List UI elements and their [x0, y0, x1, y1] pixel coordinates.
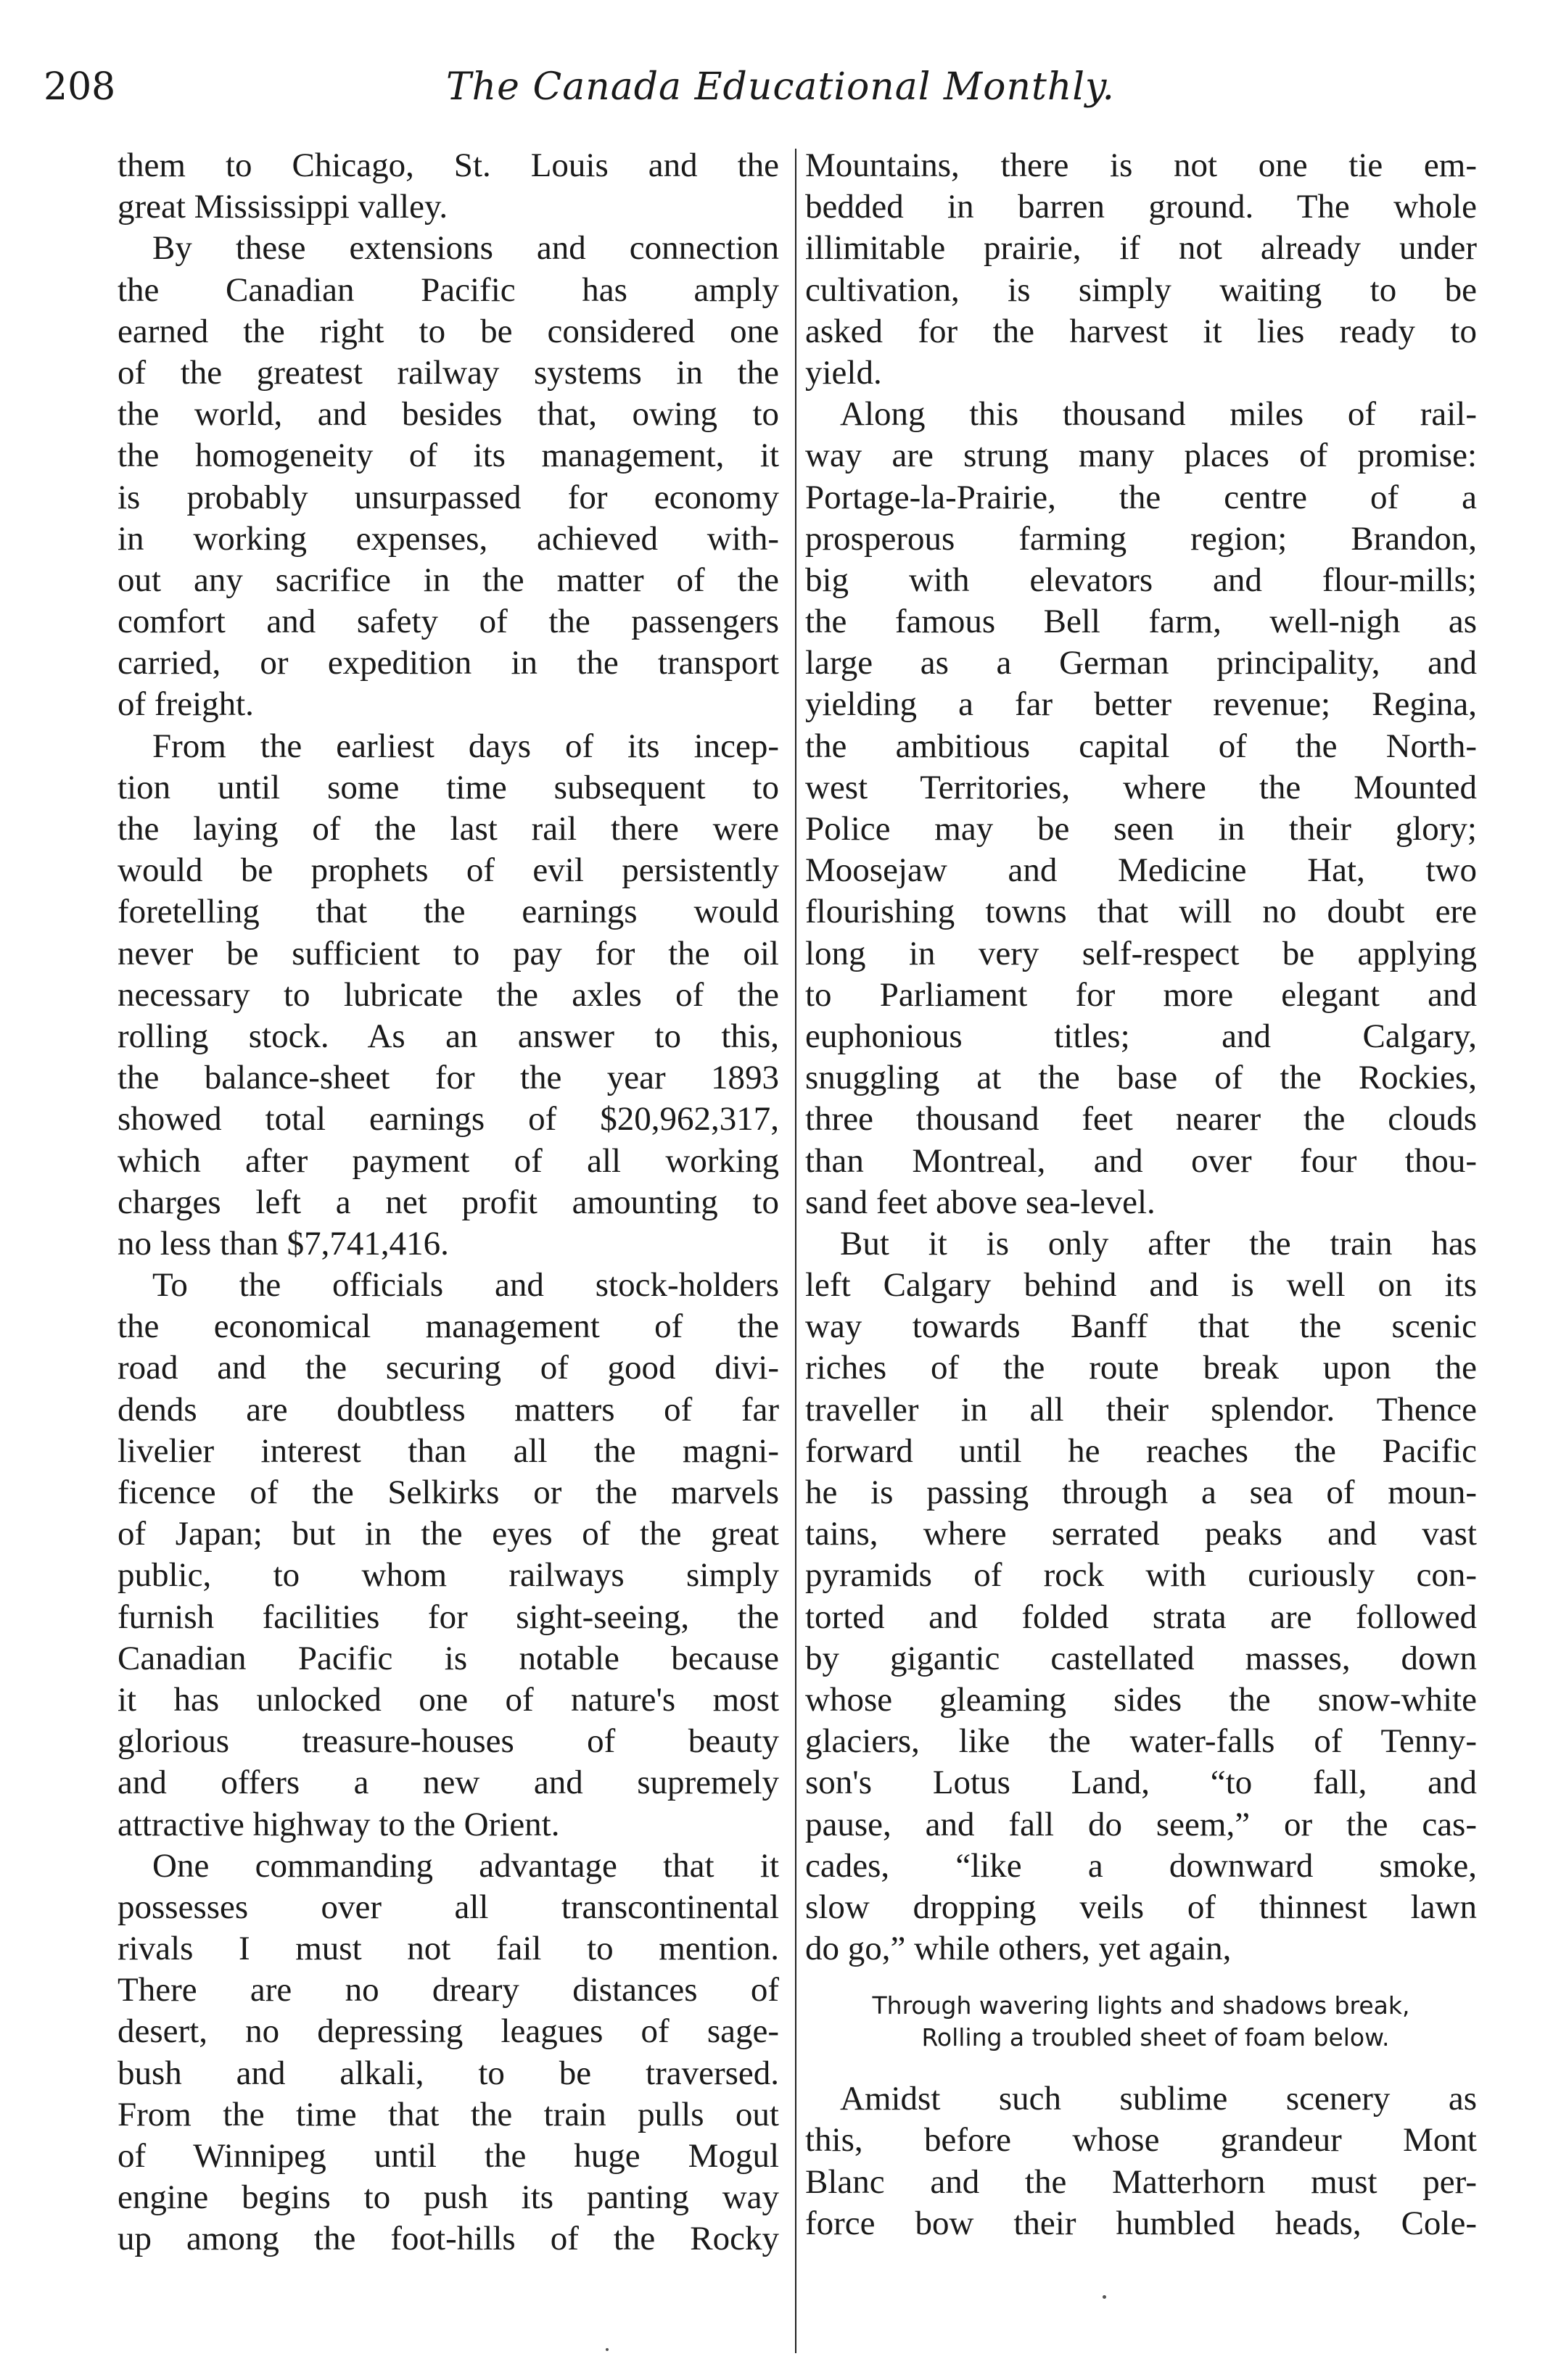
text-line: would be prophets of evil persistently [118, 851, 779, 890]
text-line: Along this thousand miles of rail- [840, 395, 1477, 434]
text-line: the famous Bell farm, well-nigh as [805, 603, 1477, 641]
text-line: snuggling at the base of the Rockies, [805, 1059, 1477, 1097]
text-line: this, before whose grandeur Mont [805, 2121, 1477, 2160]
text-line: the homogeneity of its management, it [118, 437, 779, 475]
text-line: out any sacrifice in the matter of the [118, 561, 779, 599]
text-line: bedded in barren ground. The whole [805, 188, 1477, 226]
text-line: glaciers, like the water-falls of Tenny- [805, 1722, 1477, 1761]
text-line: forward until he reaches the Pacific [805, 1431, 1477, 1470]
text-line: To the officials and stock-holders [152, 1266, 779, 1305]
text-line: Police may be seen in their glory; [805, 810, 1477, 848]
text-line: big with elevators and flour-mills; [805, 561, 1477, 599]
paragraph [118, 1265, 779, 1846]
text-line: comfort and safety of the passengers [118, 603, 779, 641]
text-line: euphonious titles; and Calgary, [805, 1017, 1477, 1055]
text-line: the Canadian Pacific has amply [118, 270, 779, 309]
text-line: rivals I must not fail to mention. [118, 1930, 779, 1968]
text-line: no less than $7,741,416. [118, 1224, 449, 1263]
text-line: From the time that the train pulls out [118, 2095, 779, 2133]
text-line: Portage-la-Prairie, the centre of a [805, 478, 1477, 516]
text-line: slow dropping veils of thinnest lawn [805, 1888, 1477, 1926]
text-line: force bow their humbled heads, Cole- [805, 2204, 1477, 2242]
text-line: ficence of the Selkirks or the marvels [118, 1474, 779, 1511]
text-line: livelier interest than all the magni- [118, 1431, 779, 1470]
text-line: Mountains, there is not one tie em- [805, 146, 1477, 184]
text-line: he is passing through a sea of moun- [805, 1474, 1477, 1511]
column-divider [795, 149, 796, 2353]
text-line: the balance-sheet for the year 1893 [118, 1059, 779, 1097]
text-line: do go,” while others, yet again, [805, 1930, 1232, 1968]
text-line: public, to whom railways simply [118, 1556, 779, 1595]
text-line: three thousand feet nearer the clouds [805, 1100, 1477, 1139]
text-line: necessary to lubricate the axles of the [118, 975, 779, 1014]
text-line: But it is only after the train has [840, 1224, 1477, 1263]
text-line: the laying of the last rail there were [118, 810, 779, 848]
text-line: engine begins to push its panting way [118, 2178, 779, 2217]
text-line: glorious treasure-houses of beauty [118, 1722, 779, 1761]
text-line: asked for the harvest it lies ready to [805, 312, 1477, 350]
text-line: By these extensions and connection [152, 229, 779, 268]
paragraph [805, 1223, 1477, 1970]
text-line: way towards Banff that the scenic [805, 1307, 1477, 1346]
text-line: of Japan; but in the eyes of the great [118, 1515, 779, 1553]
stray-print-mark [1103, 2295, 1106, 2299]
text-line: up among the foot-hills of the Rocky [118, 2220, 779, 2258]
text-line: From the earliest days of its incep- [152, 727, 779, 765]
stray-print-mark [606, 2348, 609, 2351]
verse-line: Rolling a troubled sheet of foam below. [921, 2023, 1390, 2052]
text-line: road and the securing of good divi- [118, 1349, 779, 1387]
text-line: way are strung many places of promise: [805, 437, 1477, 475]
text-line: left Calgary behind and is well on its [805, 1266, 1477, 1305]
text-line: earned the right to be considered one [118, 312, 779, 350]
text-line: them to Chicago, St. Louis and the [118, 146, 779, 184]
text-line: son's Lotus Land, “to fall, and [805, 1764, 1477, 1802]
text-line: great Mississippi valley. [118, 188, 448, 226]
text-line: possesses over all transcontinental [118, 1888, 779, 1926]
text-line: which after payment of all working [118, 1141, 779, 1180]
text-line: in working expenses, achieved with- [118, 519, 779, 558]
text-line: cultivation, is simply waiting to be [805, 270, 1477, 309]
text-line: tion until some time subsequent to [118, 768, 779, 806]
text-line: rolling stock. As an answer to this, [118, 1017, 779, 1055]
text-line: torted and folded strata are followed [805, 1598, 1477, 1636]
text-line: Moosejaw and Medicine Hat, two [805, 851, 1477, 890]
text-line: carried, or expedition in the transport [118, 644, 779, 682]
text-line: flourishing towns that will no doubt ere [805, 893, 1477, 931]
text-line: cades, “like a downward smoke, [805, 1846, 1477, 1885]
page-number: 208 [44, 65, 116, 109]
text-line: the ambitious capital of the North- [805, 727, 1477, 765]
text-line: long in very self-respect be applying [805, 934, 1477, 972]
text-line: foretelling that the earnings would [118, 893, 779, 931]
text-line: tains, where serrated peaks and vast [805, 1515, 1477, 1553]
text-line: the world, and besides that, owing to [118, 395, 779, 434]
text-line: showed total earnings of $20,962,317, [118, 1100, 779, 1139]
text-line: Canadian Pacific is notable because [118, 1639, 779, 1677]
text-line: by gigantic castellated masses, down [805, 1639, 1477, 1677]
text-line: sand feet above sea-level. [805, 1183, 1156, 1221]
right-column [805, 145, 1477, 2244]
text-line: One commanding advantage that it [152, 1846, 779, 1885]
text-line: attractive highway to the Orient. [118, 1805, 560, 1843]
paragraph [118, 145, 779, 228]
text-line: charges left a net profit amounting to [118, 1183, 779, 1221]
text-line: of the greatest railway systems in the [118, 353, 779, 392]
text-line: of Winnipeg until the huge Mogul [118, 2137, 779, 2175]
paragraph [805, 145, 1477, 394]
right-column-top [805, 145, 1477, 1970]
text-line: pyramids of rock with curiously con- [805, 1556, 1477, 1595]
text-line: of freight. [118, 685, 254, 724]
paragraph [118, 228, 779, 725]
verse-line: Through wavering lights and shadows break, [872, 1991, 1410, 2020]
text-line: yielding a far better revenue; Regina, [805, 685, 1477, 724]
paragraph [805, 2078, 1477, 2244]
paragraph [118, 726, 779, 1265]
text-line: furnish facilities for sight-seeing, the [118, 1598, 779, 1636]
text-line: than Montreal, and over four thou- [805, 1141, 1477, 1180]
text-line: whose gleaming sides the snow-white [805, 1680, 1477, 1719]
text-line: bush and alkali, to be traversed. [118, 2054, 779, 2092]
text-line: Blanc and the Matterhorn must per- [805, 2162, 1477, 2201]
verse-quotation [805, 1990, 1477, 2054]
text-line: is probably unsurpassed for economy [118, 478, 779, 516]
text-line: to Parliament for more elegant and [805, 975, 1477, 1014]
running-title: The Canada Educational Monthly. [446, 65, 1115, 109]
text-line: dends are doubtless matters of far [118, 1390, 779, 1429]
text-line: the economical management of the [118, 1307, 779, 1346]
text-line: desert, no depressing leagues of sage- [118, 2012, 779, 2051]
text-line: west Territories, where the Mounted [805, 768, 1477, 806]
text-line: traveller in all their splendor. Thence [805, 1390, 1477, 1429]
paragraph [118, 1846, 779, 2260]
paragraph [805, 394, 1477, 1223]
text-line: There are no dreary distances of [118, 1971, 779, 2009]
left-column [118, 145, 779, 2260]
text-line: it has unlocked one of nature's most [118, 1680, 779, 1719]
text-line: large as a German principality, and [805, 644, 1477, 682]
right-column-bottom [805, 2078, 1477, 2244]
text-line: yield. [805, 353, 882, 392]
text-line: riches of the route break upon the [805, 1349, 1477, 1387]
text-line: illimitable prairie, if not already under [805, 229, 1477, 268]
text-line: never be sufficient to pay for the oil [118, 934, 779, 972]
text-line: and offers a new and supremely [118, 1764, 779, 1802]
text-line: pause, and fall do seem,” or the cas- [805, 1805, 1477, 1843]
text-line: Amidst such sublime scenery as [840, 2080, 1477, 2118]
text-line: prosperous farming region; Brandon, [805, 519, 1477, 558]
